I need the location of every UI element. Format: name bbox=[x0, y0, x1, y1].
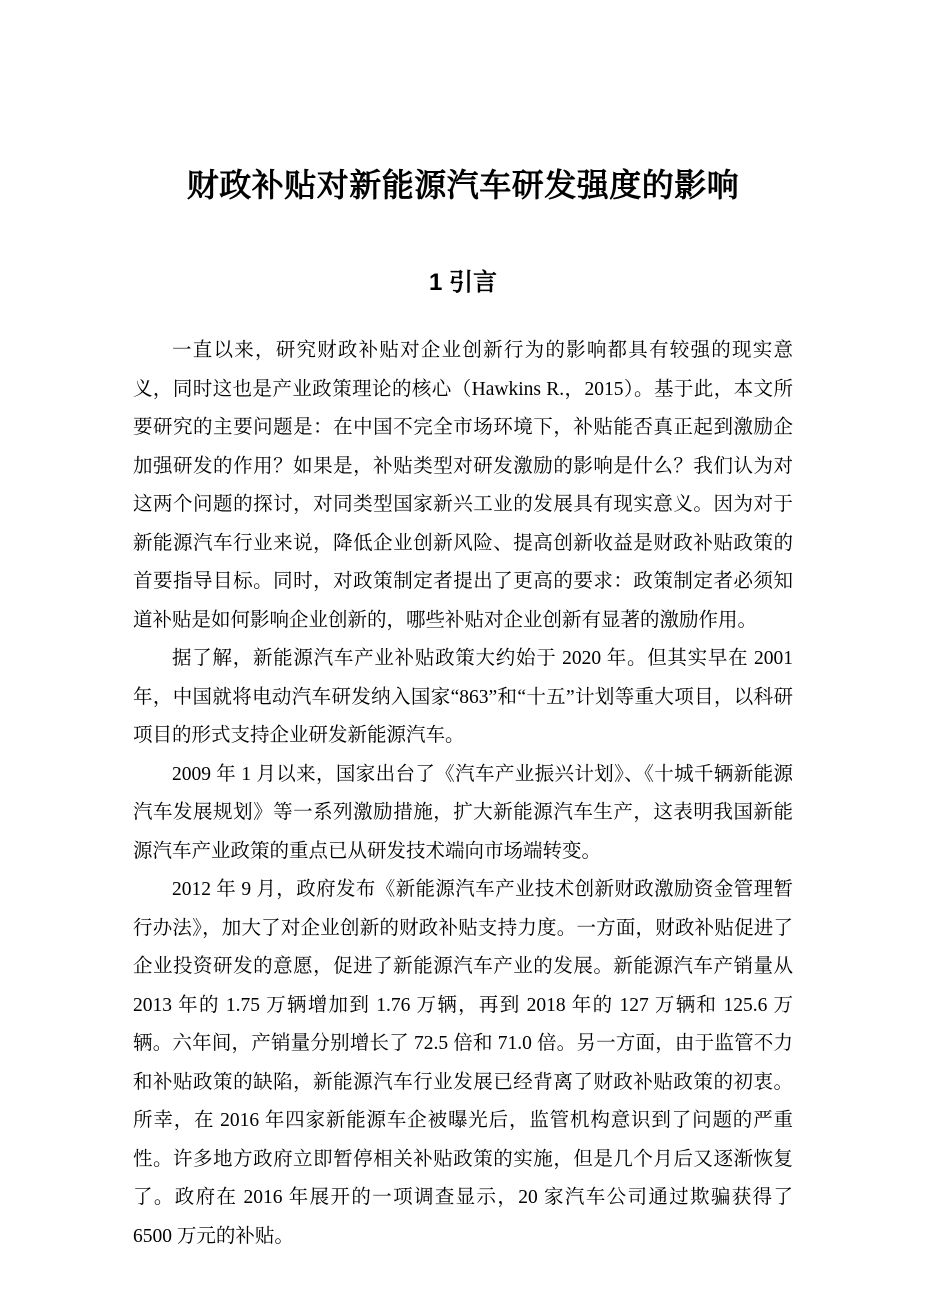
paragraph-2012-subsidy-effects: 2012 年 9 月，政府发布《新能源汽车产业技术创新财政激励资金管理暂行办法》，加大了对企业创新的财政补贴支持力度。一方面，财政补贴促进了企业投资研发的意愿，促进了新能源汽车产业的发展。新能源汽车产销量从 2013 年的 1.75 万辆增加到 1.76 万辆，再到 2018 年的 127 万辆和 125.6 万辆。六年间，产销量分别增长了 72.5 倍和 71.0 倍。另一方面，由于监管不力和补贴政策的缺陷，新能源汽车行业发展已经背离了财政补贴政策的初衷。所幸，在 2016 年四家新能源车企被曝光后，监管机构意识到了问题的严重性。许多地方政府立即暂停相关补贴政策的实施，但是几个月后又逐渐恢复了。政府在 2016 年展开的一项调查显示，20 家汽车公司通过欺骗获得了 6500 万元的补贴。 bbox=[133, 879, 793, 1247]
paragraph-2009-measures: 2009 年 1 月以来，国家出台了《汽车产业振兴计划》、《十城千辆新能源汽车发展规划》等一系列激励措施，扩大新能源汽车生产，这表明我国新能源汽车产业政策的重点已从研发技术端向市场端转变。 bbox=[133, 763, 793, 862]
document-title: 财政补贴对新能源汽车研发强度的影响 bbox=[186, 167, 740, 203]
paragraph-intro-significance: 一直以来，研究财政补贴对企业创新行为的影响都具有较强的现实意义，同时这也是产业政策理论的核心（Hawkins R.，2015）。基于此，本文所要研究的主要问题是：在中国不完全市场环境下，补贴能否真正起到激励企加强研发的作用？如果是，补贴类型对研发激励的影响是什么？我们认为对这两个问题的探讨，对同类型国家新兴工业的发展具有现实意义。因为对于新能源汽车行业来说，降低企业创新风险、提高创新收益是财政补贴政策的首要指导目标。同时，对政策制定者提出了更高的要求：政策制定者必须知道补贴是如何影响企业创新的，哪些补贴对企业创新有显著的激励作用。 bbox=[133, 340, 793, 631]
section-heading: 1 引言 bbox=[428, 269, 497, 296]
document-body bbox=[133, 332, 793, 1256]
paragraph-policy-origin: 据了解，新能源汽车产业补贴政策大约始于 2020 年。但其实早在 2001 年，中国就将电动汽车研发纳入国家“863”和“十五”计划等重大项目，以科研项目的形式支持企业研发新能源汽车。 bbox=[133, 648, 793, 746]
